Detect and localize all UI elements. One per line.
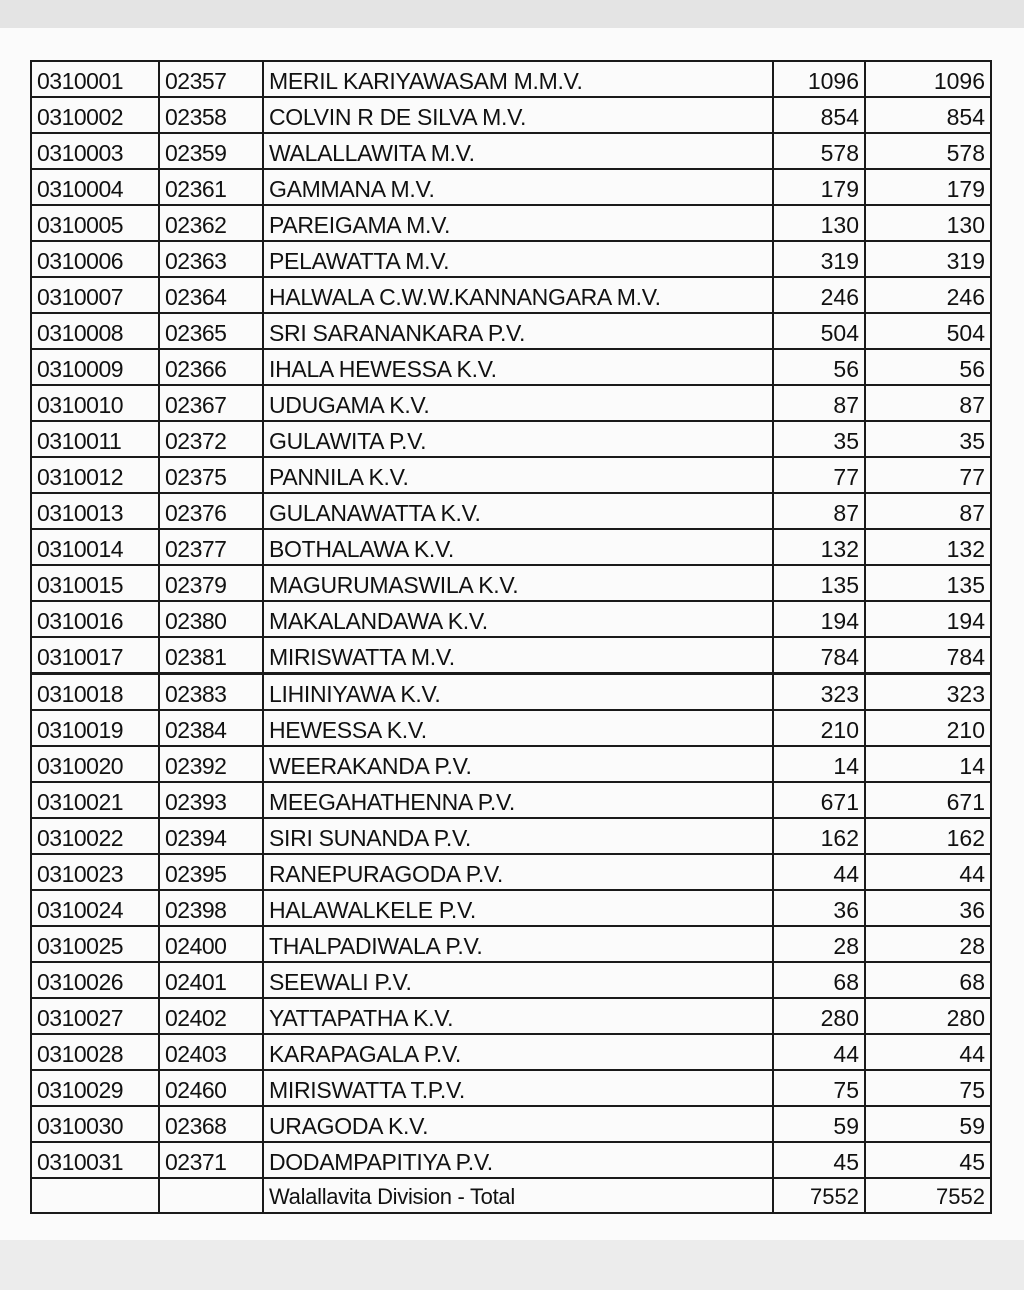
table-row	[31, 890, 991, 926]
school-name-cell: PANNILA K.V.	[263, 457, 773, 493]
value-1-cell: 1096	[773, 61, 865, 97]
school-name-cell: IHALA HEWESSA K.V.	[263, 349, 773, 385]
census-number-cell: 0310016	[31, 601, 159, 637]
school-id-cell: 02365	[159, 313, 263, 349]
table-row	[31, 241, 991, 277]
value-1-cell: 87	[773, 493, 865, 529]
school-id-cell: 02400	[159, 926, 263, 962]
census-number-cell: 0310021	[31, 782, 159, 818]
school-id-cell: 02361	[159, 169, 263, 205]
value-1-cell: 194	[773, 601, 865, 637]
total-row	[31, 1178, 991, 1213]
school-id-cell: 02401	[159, 962, 263, 998]
school-name-cell: THALPADIWALA P.V.	[263, 926, 773, 962]
school-name-cell: HEWESSA K.V.	[263, 710, 773, 746]
school-id-cell: 02379	[159, 565, 263, 601]
school-name-cell: WALALLAWITA M.V.	[263, 133, 773, 169]
school-id-cell: 02359	[159, 133, 263, 169]
table-row	[31, 61, 991, 97]
school-id-cell: 02398	[159, 890, 263, 926]
value-2-cell: 280	[865, 998, 991, 1034]
school-id-cell: 02392	[159, 746, 263, 782]
value-2-cell: 210	[865, 710, 991, 746]
school-id-cell: 02460	[159, 1070, 263, 1106]
table-row	[31, 565, 991, 601]
table-row	[31, 277, 991, 313]
table-row	[31, 746, 991, 782]
table-row	[31, 169, 991, 205]
school-name-cell: PELAWATTA M.V.	[263, 241, 773, 277]
school-name-cell: PAREIGAMA M.V.	[263, 205, 773, 241]
value-2-cell: 135	[865, 565, 991, 601]
table-row	[31, 710, 991, 746]
school-name-cell: MERIL KARIYAWASAM M.M.V.	[263, 61, 773, 97]
school-name-cell: KARAPAGALA P.V.	[263, 1034, 773, 1070]
school-name-cell: RANEPURAGODA P.V.	[263, 854, 773, 890]
table-row	[31, 493, 991, 529]
census-number-cell: 0310002	[31, 97, 159, 133]
school-id-cell: 02380	[159, 601, 263, 637]
value-2-cell: 77	[865, 457, 991, 493]
school-name-cell: COLVIN R DE SILVA M.V.	[263, 97, 773, 133]
total-id-cell	[159, 1178, 263, 1213]
school-id-cell: 02357	[159, 61, 263, 97]
value-2-cell: 671	[865, 782, 991, 818]
value-2-cell: 44	[865, 854, 991, 890]
document-page	[0, 28, 1024, 1240]
school-table	[30, 60, 992, 1214]
value-1-cell: 56	[773, 349, 865, 385]
value-2-cell: 504	[865, 313, 991, 349]
value-2-cell: 323	[865, 674, 991, 711]
value-1-cell: 323	[773, 674, 865, 711]
viewer-top-bar	[0, 0, 1024, 28]
total-value-2: 7552	[865, 1178, 991, 1213]
value-1-cell: 280	[773, 998, 865, 1034]
school-name-cell: DODAMPAPITIYA P.V.	[263, 1142, 773, 1178]
table-row	[31, 529, 991, 565]
census-number-cell: 0310019	[31, 710, 159, 746]
value-2-cell: 14	[865, 746, 991, 782]
school-name-cell: HALWALA C.W.W.KANNANGARA M.V.	[263, 277, 773, 313]
school-name-cell: MEEGAHATHENNA P.V.	[263, 782, 773, 818]
value-1-cell: 854	[773, 97, 865, 133]
school-name-cell: LIHINIYAWA K.V.	[263, 674, 773, 711]
table-row	[31, 926, 991, 962]
school-id-cell: 02372	[159, 421, 263, 457]
school-name-cell: BOTHALAWA K.V.	[263, 529, 773, 565]
value-1-cell: 504	[773, 313, 865, 349]
school-id-cell: 02362	[159, 205, 263, 241]
table-row	[31, 313, 991, 349]
value-2-cell: 35	[865, 421, 991, 457]
value-1-cell: 44	[773, 1034, 865, 1070]
value-2-cell: 854	[865, 97, 991, 133]
value-2-cell: 87	[865, 385, 991, 421]
total-label: Walallavita Division - Total	[263, 1178, 773, 1213]
census-number-cell: 0310026	[31, 962, 159, 998]
census-number-cell: 0310029	[31, 1070, 159, 1106]
table-row	[31, 1034, 991, 1070]
school-id-cell: 02381	[159, 637, 263, 674]
school-id-cell: 02364	[159, 277, 263, 313]
census-number-cell: 0310008	[31, 313, 159, 349]
value-1-cell: 45	[773, 1142, 865, 1178]
value-1-cell: 132	[773, 529, 865, 565]
value-1-cell: 44	[773, 854, 865, 890]
value-1-cell: 179	[773, 169, 865, 205]
value-2-cell: 578	[865, 133, 991, 169]
value-2-cell: 56	[865, 349, 991, 385]
school-name-cell: MAGURUMASWILA K.V.	[263, 565, 773, 601]
census-number-cell: 0310025	[31, 926, 159, 962]
school-name-cell: HALAWALKELE P.V.	[263, 890, 773, 926]
census-number-cell: 0310006	[31, 241, 159, 277]
census-number-cell: 0310011	[31, 421, 159, 457]
value-1-cell: 36	[773, 890, 865, 926]
value-2-cell: 59	[865, 1106, 991, 1142]
value-2-cell: 45	[865, 1142, 991, 1178]
value-1-cell: 162	[773, 818, 865, 854]
school-id-cell: 02371	[159, 1142, 263, 1178]
value-1-cell: 135	[773, 565, 865, 601]
table-row	[31, 674, 991, 711]
value-1-cell: 14	[773, 746, 865, 782]
school-id-cell: 02393	[159, 782, 263, 818]
census-number-cell: 0310027	[31, 998, 159, 1034]
school-name-cell: GAMMANA M.V.	[263, 169, 773, 205]
table-row	[31, 457, 991, 493]
value-2-cell: 194	[865, 601, 991, 637]
census-number-cell: 0310020	[31, 746, 159, 782]
school-id-cell: 02377	[159, 529, 263, 565]
school-id-cell: 02375	[159, 457, 263, 493]
census-number-cell: 0310003	[31, 133, 159, 169]
value-1-cell: 319	[773, 241, 865, 277]
value-1-cell: 75	[773, 1070, 865, 1106]
census-number-cell: 0310024	[31, 890, 159, 926]
school-id-cell: 02402	[159, 998, 263, 1034]
table-row	[31, 133, 991, 169]
census-number-cell: 0310010	[31, 385, 159, 421]
school-name-cell: WEERAKANDA P.V.	[263, 746, 773, 782]
school-name-cell: YATTAPATHA K.V.	[263, 998, 773, 1034]
value-2-cell: 87	[865, 493, 991, 529]
census-number-cell: 0310014	[31, 529, 159, 565]
value-2-cell: 784	[865, 637, 991, 674]
table-row	[31, 818, 991, 854]
table-row	[31, 854, 991, 890]
school-id-cell: 02403	[159, 1034, 263, 1070]
school-id-cell: 02394	[159, 818, 263, 854]
value-1-cell: 784	[773, 637, 865, 674]
value-2-cell: 246	[865, 277, 991, 313]
value-2-cell: 1096	[865, 61, 991, 97]
value-2-cell: 36	[865, 890, 991, 926]
census-number-cell: 0310018	[31, 674, 159, 711]
total-census-cell	[31, 1178, 159, 1213]
school-name-cell: SIRI SUNANDA P.V.	[263, 818, 773, 854]
value-2-cell: 68	[865, 962, 991, 998]
value-2-cell: 132	[865, 529, 991, 565]
census-number-cell: 0310031	[31, 1142, 159, 1178]
value-2-cell: 179	[865, 169, 991, 205]
census-number-cell: 0310023	[31, 854, 159, 890]
census-number-cell: 0310028	[31, 1034, 159, 1070]
school-name-cell: GULANAWATTA K.V.	[263, 493, 773, 529]
census-number-cell: 0310013	[31, 493, 159, 529]
table-row	[31, 421, 991, 457]
school-id-cell: 02383	[159, 674, 263, 711]
school-id-cell: 02384	[159, 710, 263, 746]
table-row	[31, 637, 991, 674]
table-row	[31, 1106, 991, 1142]
value-1-cell: 35	[773, 421, 865, 457]
school-name-cell: MIRISWATTA T.P.V.	[263, 1070, 773, 1106]
value-1-cell: 77	[773, 457, 865, 493]
table-row	[31, 998, 991, 1034]
value-1-cell: 87	[773, 385, 865, 421]
school-name-cell: MAKALANDAWA K.V.	[263, 601, 773, 637]
census-number-cell: 0310030	[31, 1106, 159, 1142]
value-2-cell: 75	[865, 1070, 991, 1106]
school-name-cell: SRI SARANANKARA P.V.	[263, 313, 773, 349]
census-number-cell: 0310012	[31, 457, 159, 493]
value-2-cell: 319	[865, 241, 991, 277]
school-table-body	[31, 61, 991, 1178]
viewer-bottom-bar	[0, 1240, 1024, 1290]
school-id-cell: 02376	[159, 493, 263, 529]
value-2-cell: 130	[865, 205, 991, 241]
census-number-cell: 0310004	[31, 169, 159, 205]
school-name-cell: URAGODA K.V.	[263, 1106, 773, 1142]
table-row	[31, 385, 991, 421]
school-id-cell: 02358	[159, 97, 263, 133]
value-1-cell: 59	[773, 1106, 865, 1142]
value-1-cell: 210	[773, 710, 865, 746]
census-number-cell: 0310007	[31, 277, 159, 313]
value-2-cell: 162	[865, 818, 991, 854]
census-number-cell: 0310009	[31, 349, 159, 385]
census-number-cell: 0310017	[31, 637, 159, 674]
total-value-1: 7552	[773, 1178, 865, 1213]
census-number-cell: 0310005	[31, 205, 159, 241]
school-id-cell: 02366	[159, 349, 263, 385]
value-1-cell: 28	[773, 926, 865, 962]
value-1-cell: 246	[773, 277, 865, 313]
table-row	[31, 1142, 991, 1178]
value-2-cell: 44	[865, 1034, 991, 1070]
table-row	[31, 782, 991, 818]
school-name-cell: MIRISWATTA M.V.	[263, 637, 773, 674]
school-name-cell: GULAWITA P.V.	[263, 421, 773, 457]
value-1-cell: 130	[773, 205, 865, 241]
census-number-cell: 0310001	[31, 61, 159, 97]
value-1-cell: 68	[773, 962, 865, 998]
value-2-cell: 28	[865, 926, 991, 962]
table-row	[31, 97, 991, 133]
school-id-cell: 02368	[159, 1106, 263, 1142]
table-row	[31, 962, 991, 998]
table-row	[31, 601, 991, 637]
value-1-cell: 578	[773, 133, 865, 169]
table-row	[31, 205, 991, 241]
table-row	[31, 349, 991, 385]
table-row	[31, 1070, 991, 1106]
school-id-cell: 02395	[159, 854, 263, 890]
school-id-cell: 02367	[159, 385, 263, 421]
census-number-cell: 0310022	[31, 818, 159, 854]
school-name-cell: SEEWALI P.V.	[263, 962, 773, 998]
value-1-cell: 671	[773, 782, 865, 818]
school-id-cell: 02363	[159, 241, 263, 277]
census-number-cell: 0310015	[31, 565, 159, 601]
school-name-cell: UDUGAMA K.V.	[263, 385, 773, 421]
